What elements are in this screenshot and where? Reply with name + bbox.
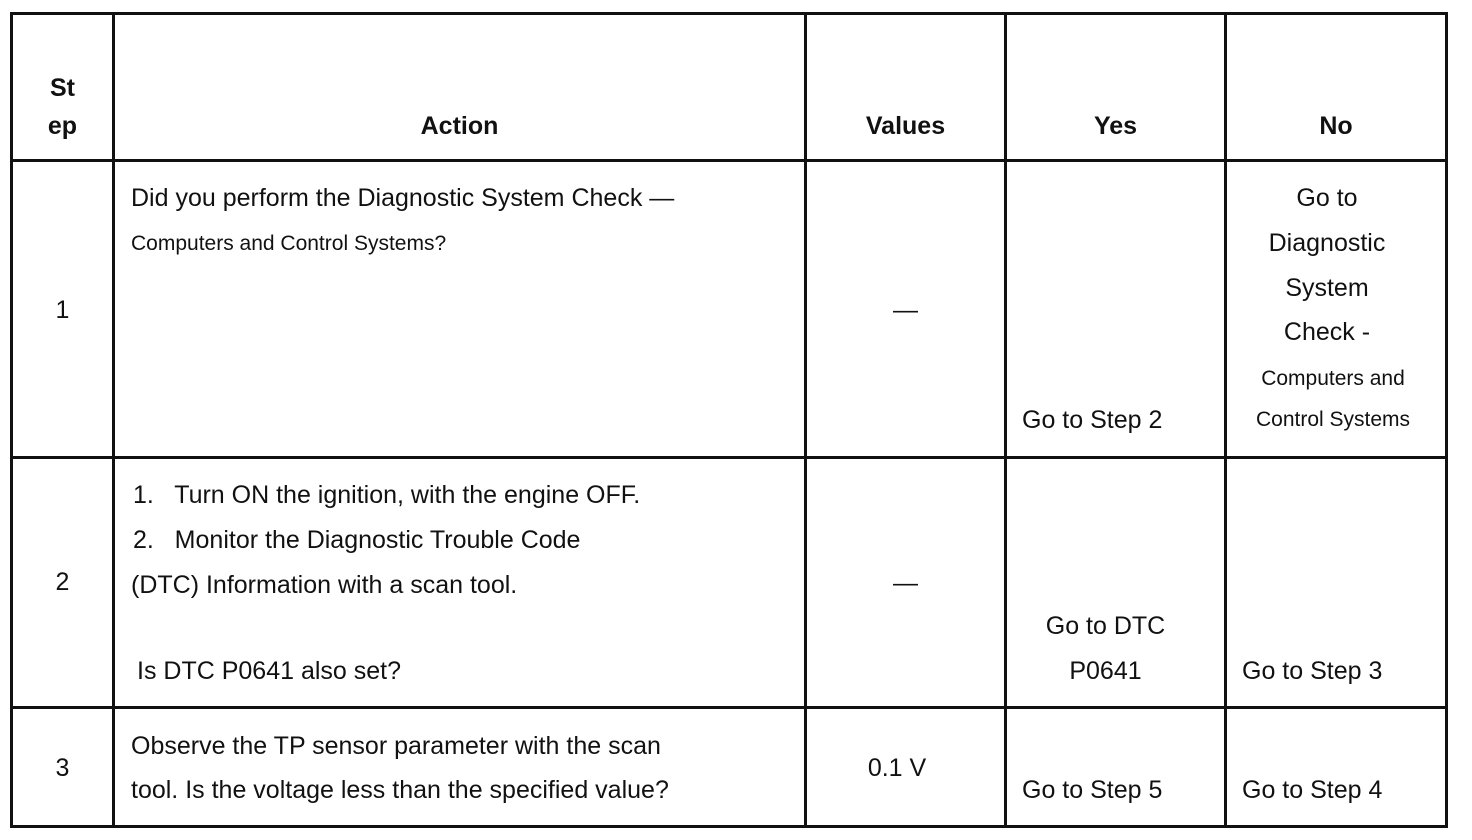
header-action: Action xyxy=(420,112,499,140)
row-divider xyxy=(10,456,1448,459)
step-number: 3 xyxy=(55,754,70,782)
action-text: (DTC) Information with a scan tool. xyxy=(131,571,518,599)
action-text: 1. Turn ON the ignition, with the engine OFF. xyxy=(133,481,641,509)
no-cell-line: Computers and xyxy=(1261,367,1405,390)
no-cell-line: Diagnostic xyxy=(1268,229,1386,257)
no-cell-line: System xyxy=(1285,274,1369,302)
yes-cell: Go to Step 2 xyxy=(1022,406,1163,434)
no-cell-line: Check - xyxy=(1283,318,1371,346)
header-no: No xyxy=(1319,112,1353,140)
header-values: Values xyxy=(865,112,946,140)
row-divider xyxy=(10,159,1448,162)
action-text: 2. Monitor the Diagnostic Trouble Code xyxy=(133,526,581,554)
row-divider xyxy=(10,706,1448,709)
header-step-line2: ep xyxy=(47,112,78,140)
yes-cell: Go to Step 5 xyxy=(1022,776,1163,804)
action-text: Observe the TP sensor parameter with the scan xyxy=(131,732,661,760)
yes-cell-line: P0641 xyxy=(1069,657,1142,685)
step-number: 1 xyxy=(55,296,70,324)
step-number: 2 xyxy=(55,568,70,596)
yes-cell-line: Go to DTC xyxy=(1045,612,1166,640)
action-text: Computers and Control Systems? xyxy=(131,232,447,255)
no-cell-line: Go to xyxy=(1296,184,1358,212)
value-cell: 0.1 V xyxy=(867,754,927,782)
header-step-line1: St xyxy=(50,74,75,102)
value-cell: — xyxy=(893,296,918,324)
header-yes: Yes xyxy=(1093,112,1138,140)
action-text: tool. Is the voltage less than the specified value? xyxy=(131,776,669,804)
no-cell: Go to Step 3 xyxy=(1242,657,1383,685)
action-text: Did you perform the Diagnostic System Check — xyxy=(131,184,675,212)
no-cell-line: Control Systems xyxy=(1255,408,1411,431)
value-cell: — xyxy=(893,569,918,597)
no-cell: Go to Step 4 xyxy=(1242,776,1383,804)
action-text: Is DTC P0641 also set? xyxy=(137,657,402,685)
